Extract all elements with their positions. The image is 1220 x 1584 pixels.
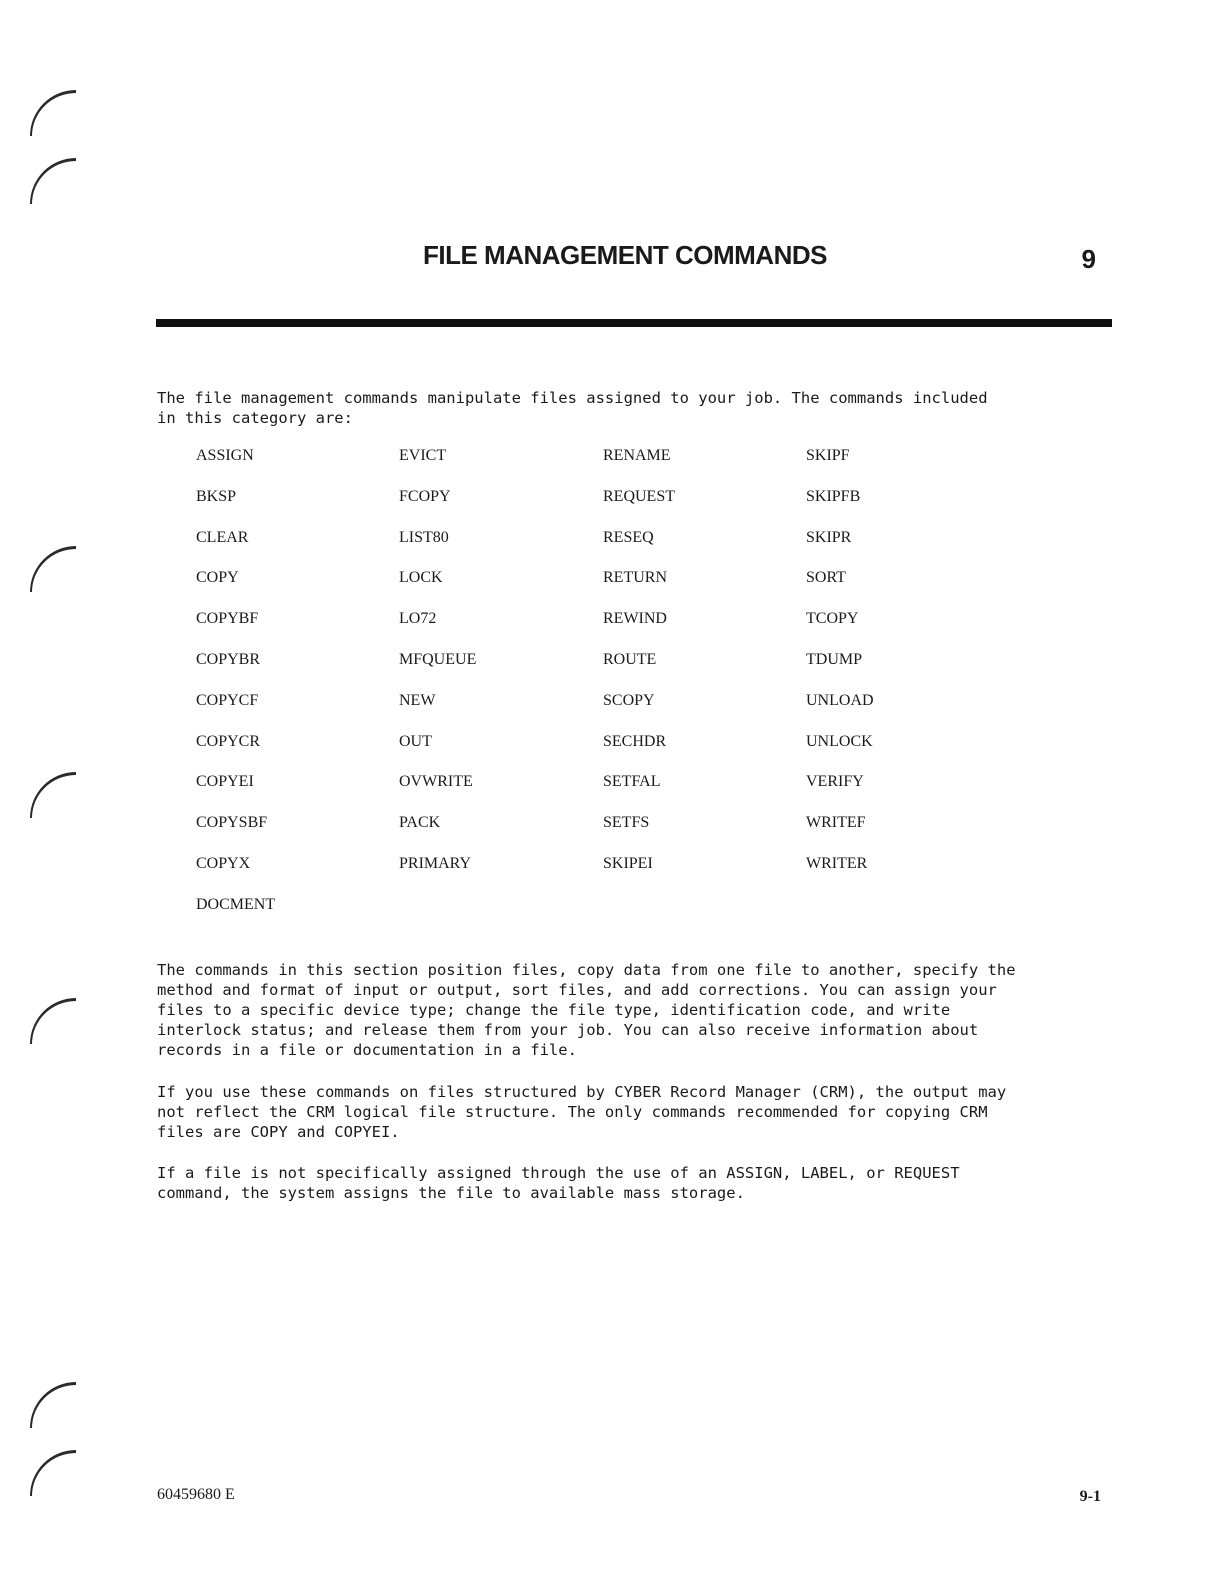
chapter-title: FILE MANAGEMENT COMMANDS: [423, 240, 827, 270]
command-item: SKIPEI: [603, 854, 653, 872]
command-item: COPYEI: [196, 773, 254, 791]
command-item: LOCK: [399, 569, 443, 587]
binder-hole-icon: [30, 1382, 76, 1428]
command-item: REWIND: [603, 610, 667, 628]
command-item: COPYCR: [196, 732, 261, 750]
command-item: PACK: [399, 814, 441, 832]
command-item: MFQUEUE: [399, 650, 477, 668]
body-paragraph: The commands in this section position files, copy data from one file to another, specify the method and format of input or output, sort files, and add corrections. You can assign your files to a specific device type; change the file type, identification code, and write interlock status; and release them from your job. You can also receive information about records in a file or documentation in a file.: [157, 961, 1016, 1059]
command-item: NEW: [399, 691, 436, 709]
command-item: WRITEF: [806, 814, 866, 832]
title-rule: [156, 319, 1112, 327]
binder-hole-icon: [30, 998, 76, 1044]
command-item: ROUTE: [603, 650, 657, 668]
command-item: EVICT: [399, 447, 447, 464]
command-item: DOCMENT: [196, 895, 276, 913]
command-item: RETURN: [603, 569, 667, 587]
command-item: SKIPFB: [806, 487, 861, 505]
command-item: FCOPY: [399, 487, 451, 505]
command-item: SKIPF: [806, 447, 850, 464]
command-item: COPYBF: [196, 610, 259, 628]
command-list: [196, 447, 1016, 937]
command-item: OVWRITE: [399, 773, 473, 791]
command-item: SECHDR: [603, 732, 667, 750]
command-item: ASSIGN: [196, 447, 254, 464]
command-item: SKIPR: [806, 528, 852, 546]
command-item: REQUEST: [603, 487, 675, 505]
command-item: UNLOCK: [806, 732, 873, 750]
command-item: WRITER: [806, 854, 868, 872]
command-item: SETFAL: [603, 773, 661, 791]
binder-hole-icon: [30, 158, 76, 204]
binder-hole-icon: [30, 546, 76, 592]
command-item: TCOPY: [806, 610, 859, 628]
command-item: SETFS: [603, 814, 650, 832]
command-item: RESEQ: [603, 528, 654, 546]
command-item: BKSP: [196, 487, 237, 505]
command-item: COPY: [196, 569, 239, 587]
command-item: RENAME: [603, 447, 671, 464]
command-item: COPYBR: [196, 650, 261, 668]
command-item: CLEAR: [196, 528, 249, 546]
command-item: VERIFY: [806, 773, 864, 791]
body-paragraph: If you use these commands on files structured by CYBER Record Manager (CRM), the output may not reflect the CRM logical file structure. The only commands recommended for copying CRM files are COPY and COPYEI.: [157, 1083, 1007, 1141]
body-paragraph: If a file is not specifically assigned through the use of an ASSIGN, LABEL, or REQUEST command, the system assigns the file to available mass storage.: [157, 1164, 960, 1202]
page-number: 9-1: [1079, 1488, 1101, 1505]
chapter-number: 9: [1081, 244, 1096, 274]
command-item: LIST80: [399, 528, 449, 546]
command-item: OUT: [399, 732, 432, 750]
intro-paragraph: The file management commands manipulate files assigned to your job. The commands included in this category are:: [157, 389, 988, 427]
command-item: SORT: [806, 569, 846, 587]
document-number: 60459680 E: [157, 1486, 235, 1503]
command-item: LO72: [399, 610, 437, 628]
command-item: TDUMP: [806, 650, 863, 668]
command-item: COPYSBF: [196, 814, 268, 832]
command-item: UNLOAD: [806, 691, 874, 709]
binder-hole-icon: [30, 90, 76, 136]
command-item: COPYX: [196, 854, 251, 872]
binder-hole-icon: [30, 1450, 76, 1496]
command-item: SCOPY: [603, 691, 655, 709]
binder-hole-icon: [30, 772, 76, 818]
command-item: PRIMARY: [399, 854, 472, 872]
command-item: COPYCF: [196, 691, 259, 709]
